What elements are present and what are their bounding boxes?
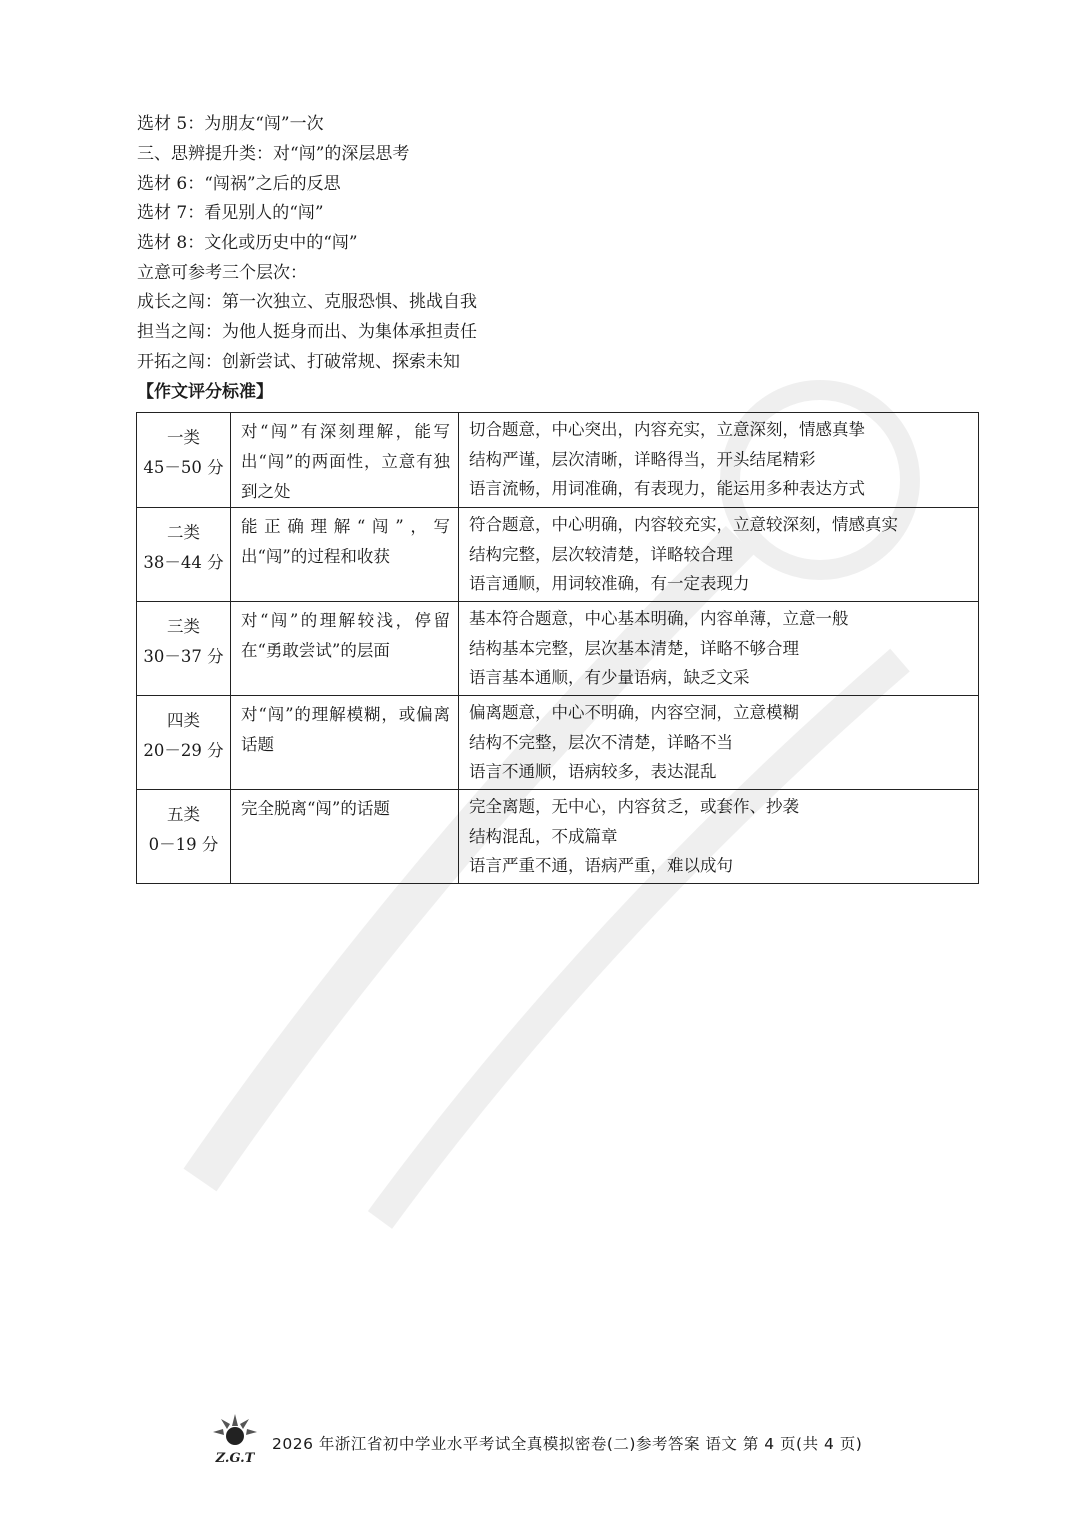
criteria-cell — [459, 790, 979, 884]
category-score: 20－29 分 — [143, 741, 224, 760]
category-name: 五类 — [167, 805, 200, 824]
description-cell: 能正确理解“闯”，写出“闯”的过程和收获 — [231, 508, 459, 602]
criterion: 结构基本完整，层次基本清楚，详略不够合理 — [469, 638, 799, 658]
criterion: 结构严谨，层次清晰，详略得当，开头结尾精彩 — [469, 449, 816, 469]
table-row — [137, 413, 979, 508]
category-cell — [137, 413, 231, 508]
grading-table — [136, 412, 979, 884]
text-line: 成长之闯：第一次独立、克服恐惧、挑战自我 — [137, 292, 477, 312]
category-name: 三类 — [167, 617, 200, 636]
category-name: 四类 — [167, 711, 200, 730]
criterion: 语言基本通顺，有少量语病，缺乏文采 — [469, 668, 750, 687]
category-cell — [137, 696, 231, 790]
category-score: 38－44 分 — [143, 553, 224, 572]
criteria-cell — [459, 696, 979, 790]
category-score: 0－19 分 — [148, 835, 219, 854]
text-line: 担当之闯：为他人挺身而出、为集体承担责任 — [137, 322, 477, 342]
description-cell: 完全脱离“闯”的话题 — [231, 790, 459, 884]
table-row — [137, 602, 979, 696]
criteria-cell — [459, 602, 979, 696]
criterion: 结构完整，层次较清楚，详略较合理 — [469, 544, 733, 564]
text-line: 立意可参考三个层次： — [137, 263, 307, 283]
category-cell — [137, 602, 231, 696]
text-line: 三、思辨提升类：对“闯”的深层思考 — [137, 144, 410, 164]
criterion: 语言通顺，用词较准确，有一定表现力 — [469, 574, 750, 593]
logo-text: Z.G.T — [215, 1451, 255, 1466]
criterion: 语言不通顺，语病较多，表达混乱 — [469, 762, 717, 781]
category-score: 30－37 分 — [143, 647, 224, 666]
publisher-logo-icon — [205, 1412, 265, 1468]
category-score: 45－50 分 — [143, 458, 224, 477]
criterion: 结构不完整，层次不清楚，详略不当 — [469, 732, 733, 752]
text-line: 选材 8：文化或历史中的“闯” — [137, 233, 358, 253]
section-title: 【作文评分标准】 — [137, 382, 273, 402]
description-cell: 对“闯”的理解较浅，停留在“勇敢尝试”的层面 — [231, 602, 459, 696]
criterion: 语言流畅，用词准确，有表现力，能运用多种表达方式 — [469, 479, 865, 498]
category-name: 一类 — [167, 428, 200, 447]
criterion: 结构混乱，不成篇章 — [469, 826, 618, 846]
text-line: 选材 6：“闯祸”之后的反思 — [137, 174, 341, 194]
criterion: 符合题意，中心明确，内容较充实，立意较深刻，情感真实 — [469, 515, 898, 534]
table-row — [137, 696, 979, 790]
criterion: 语言严重不通，语病严重，难以成句 — [469, 856, 733, 875]
criterion: 基本符合题意，中心基本明确，内容单薄，立意一般 — [469, 609, 849, 628]
criterion: 完全离题，无中心，内容贫乏，或套作、抄袭 — [469, 797, 799, 816]
page-footer: 2026 年浙江省初中学业水平考试全真模拟密卷(二)参考答案 语文 第 4 页(共 4 页) — [272, 1435, 863, 1453]
description-cell: 对“闯”的理解模糊，或偏离话题 — [231, 696, 459, 790]
criterion: 偏离题意，中心不明确，内容空洞，立意模糊 — [469, 703, 799, 722]
description-cell: 对“闯”有深刻理解，能写出“闯”的两面性，立意有独到之处 — [231, 413, 459, 508]
criteria-cell — [459, 413, 979, 508]
category-cell — [137, 790, 231, 884]
text-line: 开拓之闯：创新尝试、打破常规、探索未知 — [137, 352, 460, 372]
category-cell — [137, 508, 231, 602]
table-row — [137, 508, 979, 602]
category-name: 二类 — [167, 523, 200, 542]
table-row — [137, 790, 979, 884]
text-line: 选材 5：为朋友“闯”一次 — [137, 114, 324, 134]
criterion: 切合题意，中心突出，内容充实，立意深刻，情感真挚 — [469, 420, 865, 439]
text-line: 选材 7：看见别人的“闯” — [137, 203, 324, 223]
criteria-cell — [459, 508, 979, 602]
